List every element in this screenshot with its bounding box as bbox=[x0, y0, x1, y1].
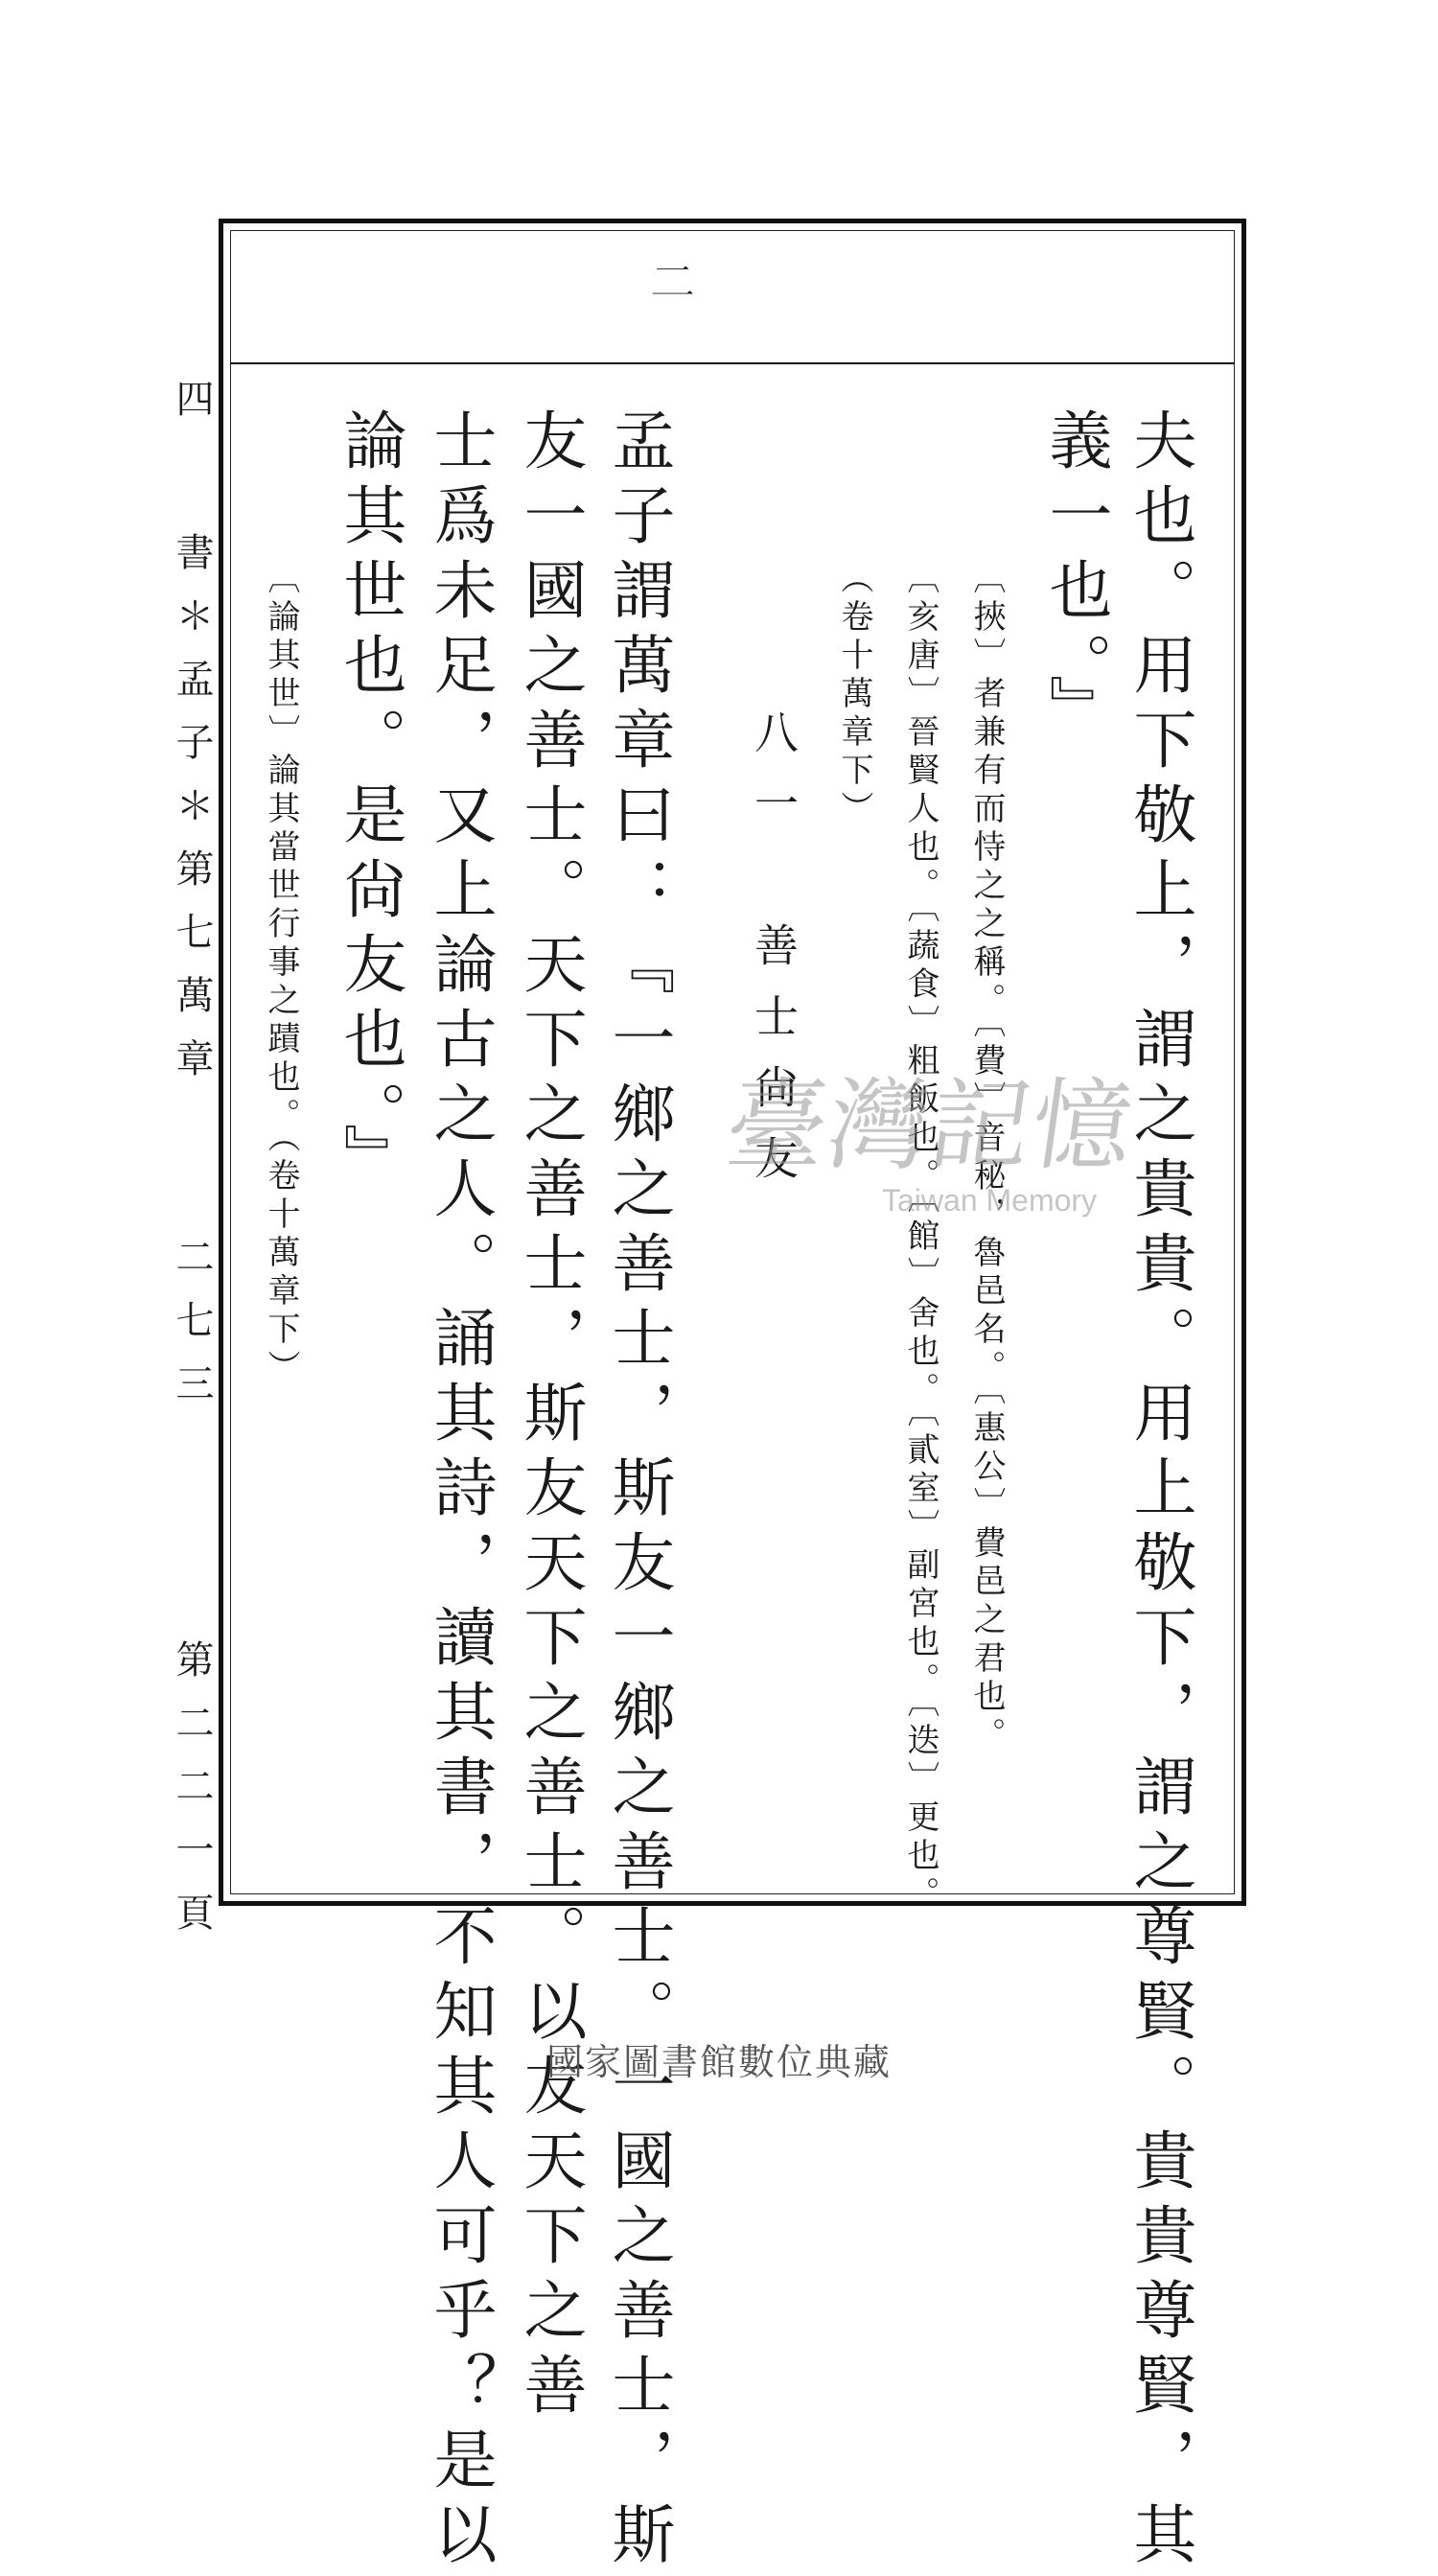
running-title-book: 書＊孟子＊第七萬章 bbox=[170, 532, 214, 1102]
text-column-3: 孟子謂萬章曰：『一鄉之善士，斯友一鄉之善士。一國之善士，斯 bbox=[601, 407, 675, 2576]
text-column-6: 論其世也。是尙友也。』 bbox=[333, 407, 406, 1198]
text-column-5: 士爲未足，又上論古之人。誦其詩，讀其書，不知其人可乎？是以 bbox=[423, 407, 497, 2576]
header-mark: 𠄞 bbox=[645, 259, 697, 303]
text-column-1: 夫也。用下敬上，謂之貴貴。用上敬下，謂之尊賢。貴貴尊賢，其 bbox=[1123, 407, 1196, 2576]
text-column-4: 友一國之善士。天下之善士，斯友天下之善士。以友天下之善 bbox=[513, 407, 587, 2426]
collection-footer: 國家圖書館數位典藏 bbox=[545, 2041, 892, 2083]
watermark-english: Taiwan Memory bbox=[882, 1183, 1098, 1218]
text-column-2: 義一也。』 bbox=[1038, 407, 1112, 750]
leaf-number: 第二二一頁 bbox=[170, 1639, 214, 1956]
annotation-column-2: 〔亥唐〕晉賢人也。〔蔬食〕粗飯也。〔館〕舍也。〔貳室〕副宮也。〔迭〕更也。 bbox=[901, 561, 939, 1915]
annotation-column-4: 〔論其世〕論其當世行事之蹟也。（卷十萬章下） bbox=[262, 561, 300, 1388]
section-heading: 八一 善士尙友 bbox=[748, 709, 800, 1206]
running-title-top: 四 bbox=[170, 379, 214, 442]
watermark-chinese: 臺灣記憶 bbox=[719, 1067, 1143, 1184]
annotation-column-3: （卷十萬章下） bbox=[835, 561, 873, 829]
watermark bbox=[719, 1045, 1208, 1218]
annotation-column-1: 〔挾〕者兼有而恃之之稱。〔費〕音秘，魯邑名。〔惠公〕費邑之君也。 bbox=[967, 561, 1006, 1755]
running-page-number: 二七三 bbox=[170, 1237, 214, 1427]
header-divider bbox=[230, 362, 1235, 364]
